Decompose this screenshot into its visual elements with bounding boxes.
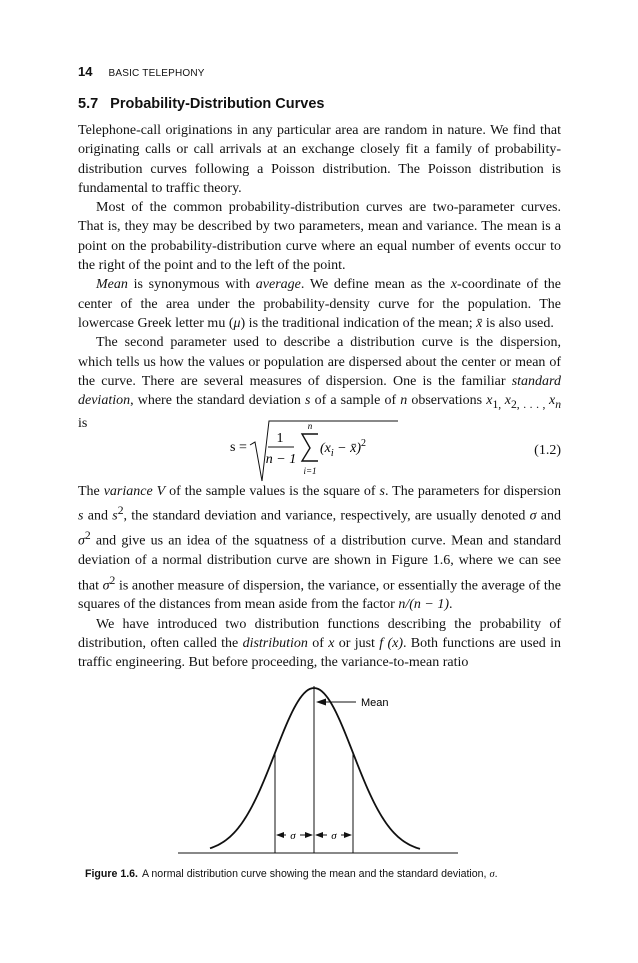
paragraph-1: Telephone-call originations in any particular area are random in nature. We find that originating calls or call arrivals at an exchange closely fit a family of probability-distribution curves following a Poisson distribution. The Poisson distribution is fundamental to traffic theory. [78, 123, 561, 196]
p5-span: and [536, 508, 562, 524]
p4-x: x [504, 393, 511, 409]
p3-x: x [450, 277, 458, 293]
p4-span: , where the standard deviation [130, 393, 306, 409]
p6-term-distribution: distribution [242, 636, 308, 652]
p5-sigma: σ [78, 533, 85, 549]
p5-sup: 2 [84, 529, 91, 543]
p3-span: -coordinate of the center of the area under the probability-density curve for the population. The lowercase Greek letter mu ( [78, 277, 561, 331]
p4-sub: 1, [492, 397, 505, 411]
eq-term-sub: i [330, 448, 334, 459]
p5-span: of the sample values is the square of [165, 484, 380, 499]
p5-span: and [83, 508, 113, 524]
paragraph-2: Most of the common probability-distribution curves are two-parameter curves. That is, they may be described by two parameters, mean and variance. The mean is a point on the probability-distribution curve where an equal number of events occur to the right of the point and to the left of the point. [78, 200, 561, 274]
p3-span: ) is the traditional indication of the mean; [240, 315, 477, 331]
p4-span: is [78, 416, 88, 432]
running-title: BASIC TELEPHONY [108, 68, 205, 79]
eq-term-a: (x [320, 441, 331, 456]
p5-span: is another measure of dispersion, the variance, or essentially the average of the squares of the distances from mean aside from the factor [78, 578, 561, 613]
p5-sigma: σ [529, 508, 537, 524]
arrow-right-icon [305, 832, 313, 838]
caption-sigma: σ [489, 869, 495, 880]
mean-label: Mean [361, 697, 389, 709]
p5-span: and give us an idea of the squatness of a distribution curve. Mean and standard deviation of a normal distribution curve are shown in Figure 1.6, where we can see that [78, 533, 561, 594]
p4-span: of a sample of [310, 393, 401, 409]
figure-caption [85, 868, 560, 880]
eq-sum-lower: i=1 [303, 466, 317, 476]
eq-term-exp: 2 [361, 438, 366, 449]
caption-text: A normal distribution curve showing the mean and the standard deviation, [141, 868, 490, 880]
p5-s: s [112, 508, 118, 524]
sigma-left-label: σ [290, 830, 296, 842]
arrow-left-icon [315, 832, 323, 838]
p5-factor: n/(n − 1) [398, 597, 449, 613]
p3-span: . We define mean as the [300, 277, 451, 293]
page-number: 14 [78, 64, 93, 79]
p4-sub-n: n [555, 397, 562, 411]
eq-term-rest: − x̄) [333, 441, 361, 456]
p4-x: x [486, 393, 493, 409]
text-block-top [78, 121, 561, 434]
p5-sigma: σ [102, 578, 110, 594]
paragraph-5 [78, 482, 561, 615]
equation-svg [78, 415, 478, 487]
eq-lhs: s = [230, 440, 247, 455]
eq-term [320, 438, 366, 459]
p3-xbar: x̄ [476, 315, 483, 331]
eq-frac-den: n − 1 [265, 452, 297, 467]
section-number: 5.7 [78, 96, 99, 112]
p6-fx: f (x) [379, 636, 403, 652]
p4-x: x [549, 393, 556, 409]
p5-span: . [449, 597, 453, 613]
p6-span: of [307, 636, 329, 652]
equation-number: (1.2) [534, 443, 561, 458]
p4-span: observations [407, 393, 487, 409]
p5-sup: 2 [117, 504, 124, 518]
p6-span: We have introduced two distribution functions describing the probability of distribution, often called the [78, 616, 561, 652]
p5-s: s [379, 484, 385, 499]
section-heading [78, 96, 324, 112]
p4-s: s [305, 393, 311, 409]
arrow-right-icon [344, 832, 352, 838]
running-header [78, 63, 205, 81]
p5-span: , the standard deviation and variance, respectively, are usually denoted [123, 508, 530, 524]
p5-sup: 2 [109, 573, 116, 587]
figure-normal-curve [170, 680, 470, 860]
caption-end: . [494, 868, 498, 880]
p3-term-mean: Mean [96, 277, 128, 293]
bell-curve [210, 688, 420, 849]
p5-s: s [78, 508, 84, 524]
eq-sum-upper: n [307, 421, 313, 431]
p3-span: is also used. [482, 315, 554, 331]
p6-span: or just [334, 636, 380, 652]
p6-x: x [328, 636, 335, 652]
p4-span: The second parameter used to describe a distribution curve is the dispersion, which tells us how the values or population are dispersed about the center or mean of the curve. There are several measures of dispersion. One is the familiar [78, 335, 561, 389]
sigma-sum-icon [302, 434, 318, 461]
sigma-right-label: σ [331, 830, 337, 842]
arrow-left-icon [316, 699, 326, 706]
p3-mu: μ [233, 315, 241, 331]
p5-span: The [78, 484, 104, 499]
eq-frac-num: 1 [276, 431, 284, 446]
text-block-bottom [78, 482, 561, 673]
paragraph-3 [78, 275, 561, 333]
paragraph-6 [78, 615, 561, 673]
p4-sub: 2, . . . , [510, 397, 549, 411]
section-title: Probability-Distribution Curves [110, 96, 325, 112]
p4-term-std: standard deviation [78, 373, 561, 409]
p5-term-variance: variance V [103, 484, 166, 499]
equation-1-2 [78, 415, 561, 487]
arrow-left-icon [276, 832, 284, 838]
p5-span: . The parameters for dispersion [384, 484, 562, 499]
p6-span: . Both functions are used in traffic engineering. But before proceeding, the variance-to-mean ratio [78, 636, 561, 671]
p3-term-average: average [255, 277, 301, 293]
caption-label: Figure 1.6. [85, 868, 138, 880]
p3-span: is synonymous with [127, 277, 256, 293]
p4-n: n [400, 393, 408, 409]
